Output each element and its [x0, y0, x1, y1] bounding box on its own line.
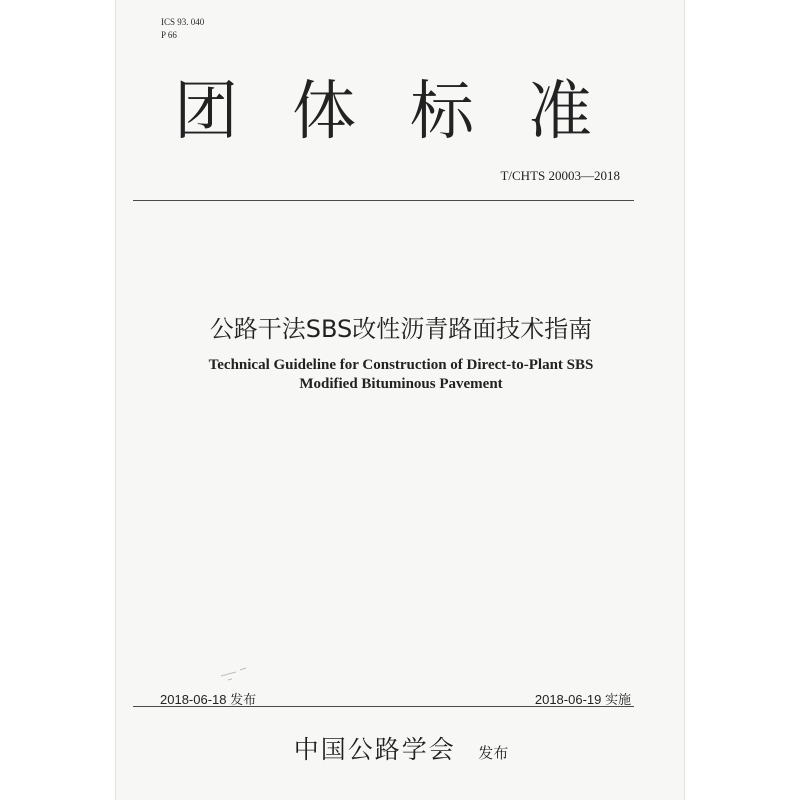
- ics-code: ICS 93. 040: [161, 17, 205, 27]
- standard-number: T/CHTS 20003—2018: [500, 168, 620, 183]
- document-cover: [115, 0, 685, 800]
- top-divider: [133, 200, 634, 201]
- ccs-code: P 66: [161, 30, 177, 40]
- paper-speck-mark: [216, 662, 266, 682]
- publisher-action: 发布: [478, 744, 509, 762]
- english-title: [116, 356, 686, 394]
- classification-block: [161, 16, 204, 42]
- implement-label: 实施: [604, 692, 631, 707]
- english-title-line-1: Technical Guideline for Construction of Direct-to-Plant SBS: [208, 357, 594, 373]
- issue-label: 发布: [230, 692, 257, 707]
- issue-date: 2018-06-18: [160, 692, 227, 707]
- publisher-line: [116, 730, 686, 766]
- publisher-name: 中国公路学会: [293, 735, 456, 764]
- bottom-divider: [133, 706, 634, 707]
- english-title-line-2: Modified Bituminous Pavement: [299, 376, 503, 392]
- implement-date: 2018-06-19: [534, 692, 602, 707]
- chinese-title: 公路干法SBS改性沥青路面技术指南: [209, 315, 593, 343]
- standard-type-title: 团体标准: [174, 75, 646, 149]
